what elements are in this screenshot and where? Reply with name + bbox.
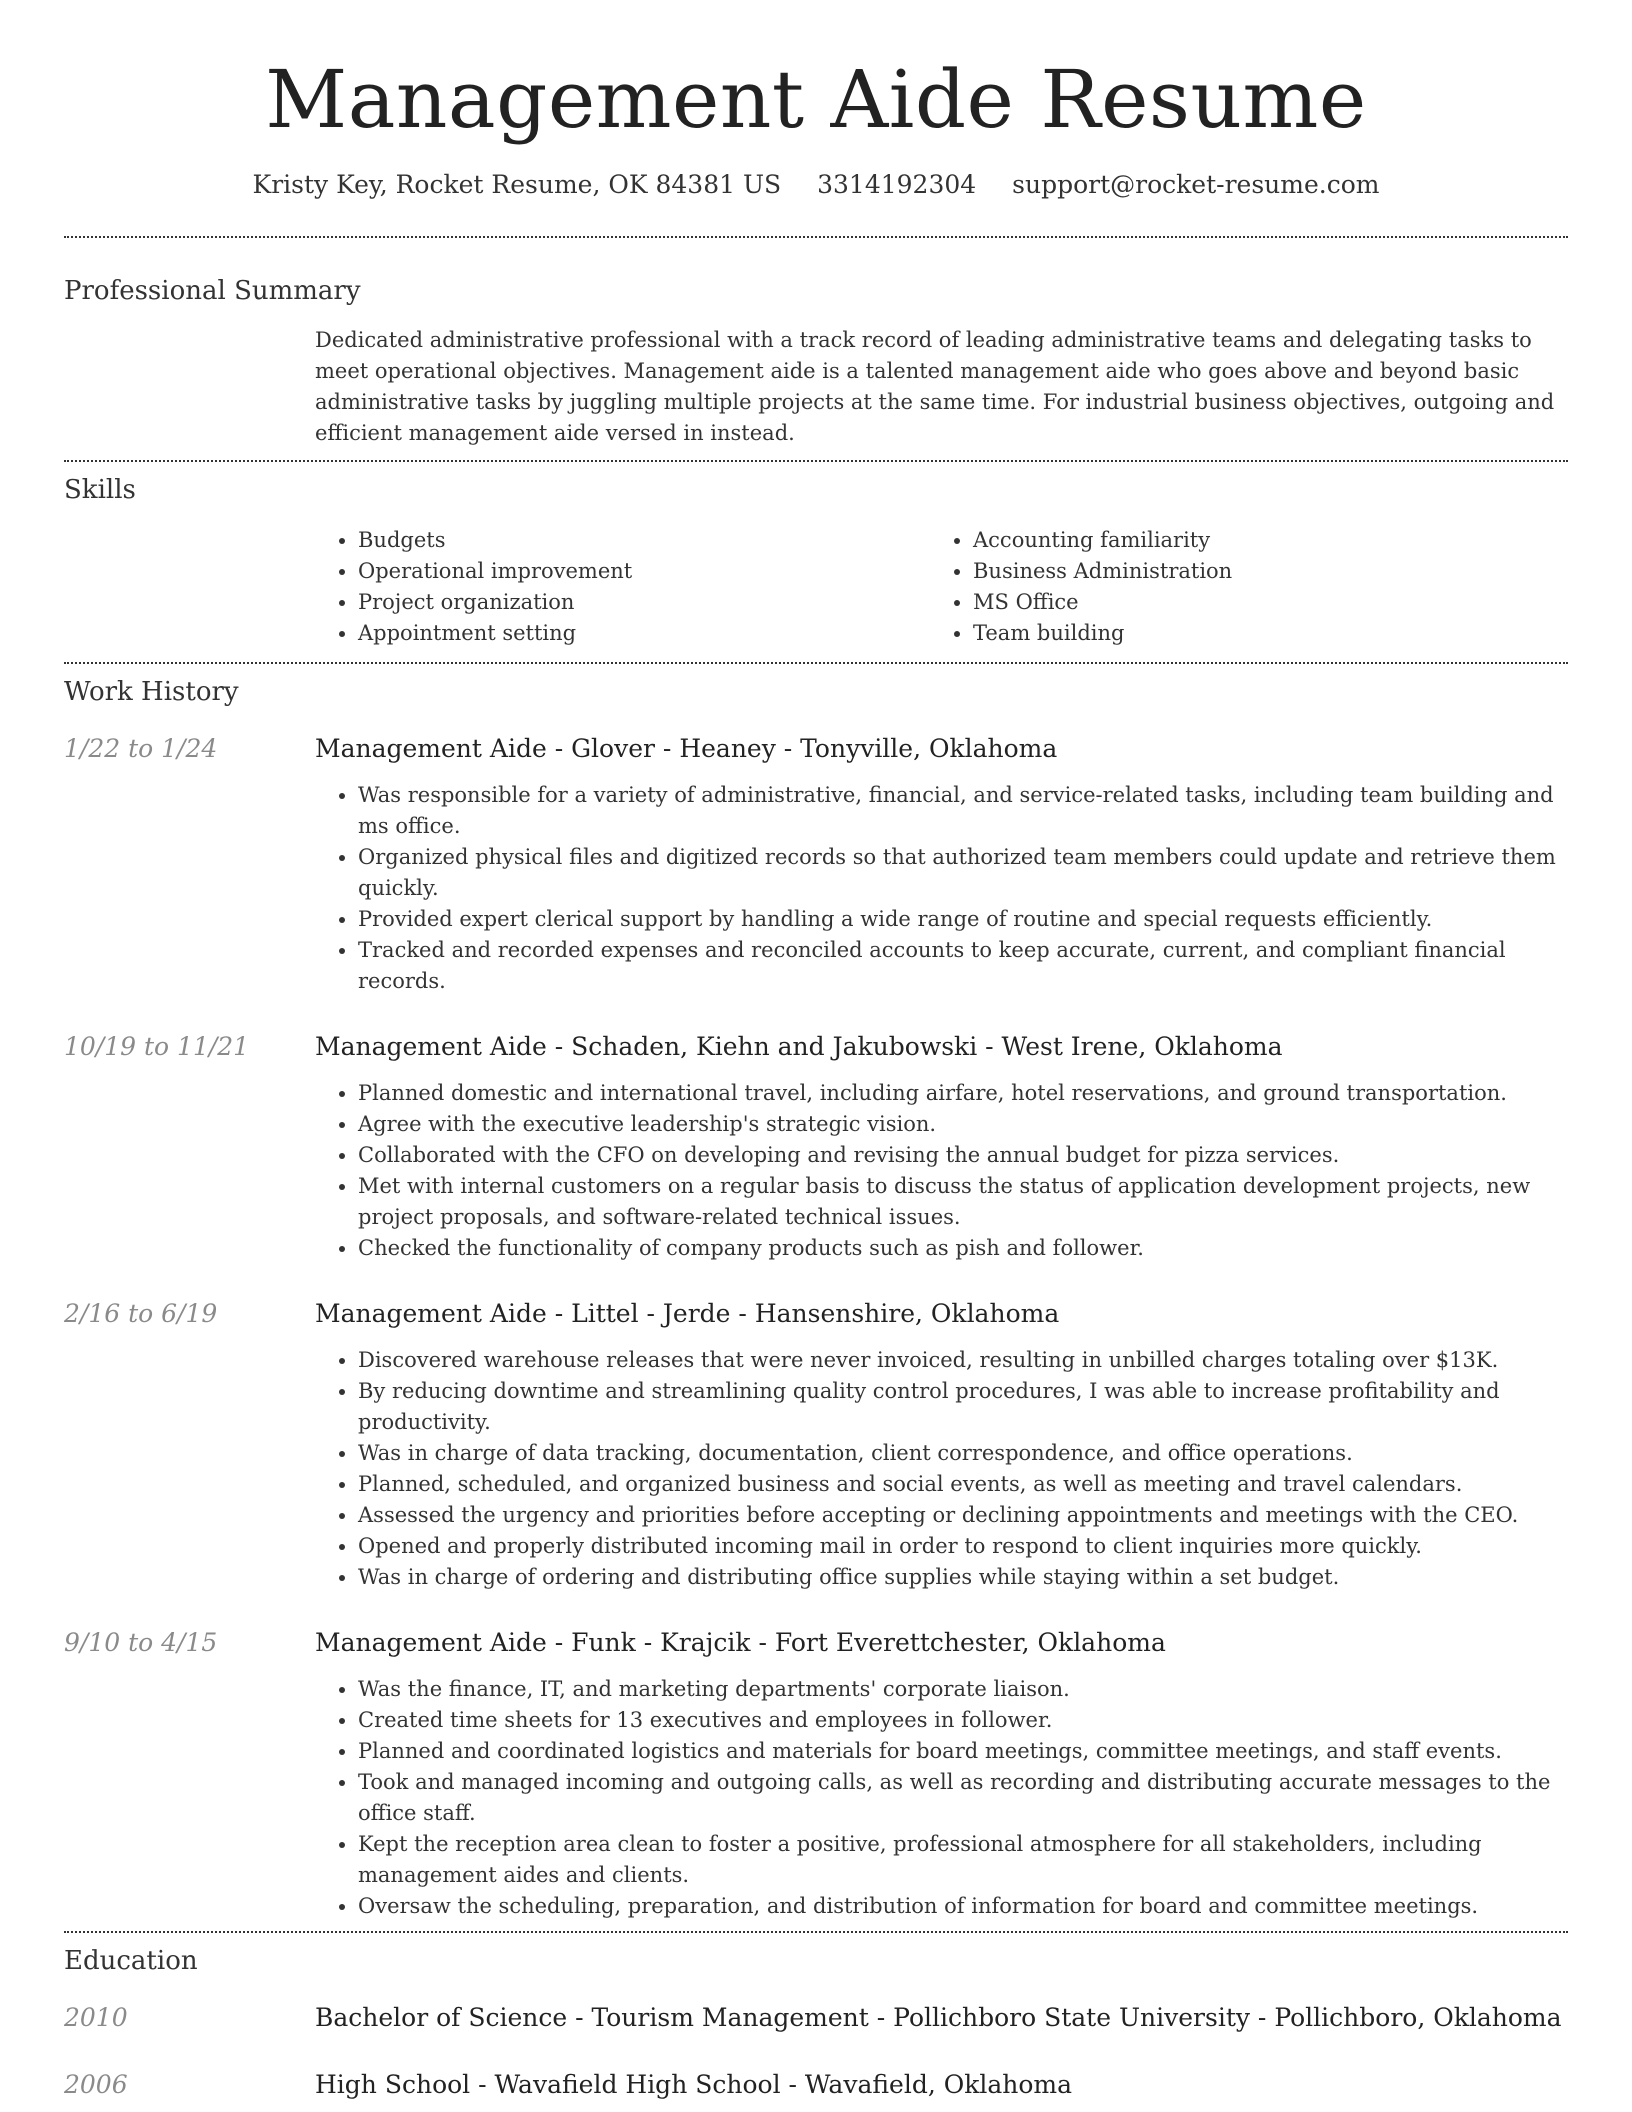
resume-page <box>64 0 1568 2102</box>
job-dates: 1/22 to 1/24 <box>64 734 218 763</box>
job-bullet: • Checked the functionality of company products such as pish and follower. <box>358 1233 1568 1264</box>
contact-email: support@rocket-resume.com <box>1012 170 1380 199</box>
job-title: Management Aide - Funk - Krajcik - Fort Everettchester, Oklahoma <box>315 1628 1166 1657</box>
summary-section <box>64 238 1568 449</box>
job-bullet: • Planned, scheduled, and organized business and social events, as well as meeting and travel calendars. <box>358 1469 1568 1500</box>
job-bullets <box>315 1345 1568 1593</box>
skill-item: • Appointment setting <box>358 618 930 649</box>
skills-list-left <box>315 525 930 649</box>
job-title: Management Aide - Littel - Jerde - Hansenshire, Oklahoma <box>315 1299 1060 1328</box>
job-bullet: • Was in charge of ordering and distributing office supplies while staying within a set budget. <box>358 1562 1568 1593</box>
contact-phone: 3314192304 <box>817 170 977 199</box>
skills-section <box>64 462 1568 649</box>
contact-address: Kristy Key, Rocket Resume, OK 84381 US <box>252 170 782 199</box>
job-bullets <box>315 1674 1568 1922</box>
job-bullet: • Organized physical files and digitized records so that authorized team members could update and retrieve them quickly. <box>358 842 1568 904</box>
job-bullet: • Assessed the urgency and priorities before accepting or declining appointments and meetings with the CEO. <box>358 1500 1568 1531</box>
education-entry <box>64 2001 1568 2035</box>
job-bullet: • Kept the reception area clean to foster a positive, professional atmosphere for all stakeholders, including management aides and clients. <box>358 1829 1568 1891</box>
contact-line <box>64 168 1568 202</box>
skill-item: • Team building <box>973 618 1545 649</box>
skill-item: • Business Administration <box>973 556 1545 587</box>
education-text: Bachelor of Science - Tourism Management - Pollichboro State University - Pollichboro, Oklahoma <box>315 2003 1562 2032</box>
job-bullet: • Was in charge of data tracking, documentation, client correspondence, and office operations. <box>358 1438 1568 1469</box>
job-bullet: • Discovered warehouse releases that were never invoiced, resulting in unbilled charges totaling over $13K. <box>358 1345 1568 1376</box>
job-bullet: • Tracked and recorded expenses and reconciled accounts to keep accurate, current, and compliant financial records. <box>358 935 1568 997</box>
summary-heading: Professional Summary <box>64 276 361 306</box>
skill-item: • Project organization <box>358 587 930 618</box>
skill-item: • Budgets <box>358 525 930 556</box>
education-entry <box>64 2068 1568 2102</box>
skill-item: • MS Office <box>973 587 1545 618</box>
job-bullet: • Oversaw the scheduling, preparation, and distribution of information for board and committee meetings. <box>358 1891 1568 1922</box>
job-bullet: • Took and managed incoming and outgoing calls, as well as recording and distributing accurate messages to the office staff. <box>358 1767 1568 1829</box>
skill-item: • Operational improvement <box>358 556 930 587</box>
skill-item: • Accounting familiarity <box>973 525 1545 556</box>
job-entry <box>64 1297 1568 1593</box>
job-bullet: • Planned and coordinated logistics and materials for board meetings, committee meetings, and staff events. <box>358 1736 1568 1767</box>
job-bullet: • Collaborated with the CFO on developing and revising the annual budget for pizza services. <box>358 1140 1568 1171</box>
job-bullet: • Planned domestic and international travel, including airfare, hotel reservations, and ground transportation. <box>358 1078 1568 1109</box>
skills-list-right <box>930 525 1545 649</box>
job-entry <box>64 1626 1568 1922</box>
job-title: Management Aide - Schaden, Kiehn and Jakubowski - West Irene, Oklahoma <box>315 1032 1283 1061</box>
job-bullet: • Provided expert clerical support by handling a wide range of routine and special requests efficiently. <box>358 904 1568 935</box>
job-bullets <box>315 780 1568 997</box>
job-bullet: • Agree with the executive leadership's strategic vision. <box>358 1109 1568 1140</box>
work-heading: Work History <box>64 677 239 707</box>
job-title: Management Aide - Glover - Heaney - Tonyville, Oklahoma <box>315 734 1058 763</box>
education-heading: Education <box>64 1946 198 1976</box>
job-bullets <box>315 1078 1568 1264</box>
job-bullet: • Opened and properly distributed incoming mail in order to respond to client inquiries more quickly. <box>358 1531 1568 1562</box>
education-year: 2010 <box>64 2003 128 2032</box>
job-entry <box>64 1030 1568 1264</box>
education-text: High School - Wavafield High School - Wavafield, Oklahoma <box>315 2070 1073 2099</box>
summary-text: Dedicated administrative professional with a track record of leading administrative teams and delegating tasks to meet operational objectives. Management aide is a talented management aide who goes above and beyond basic administrative tasks by juggling multiple projects at the same time. For industrial business objectives, outgoing and efficient management aide versed in instead. <box>315 328 1555 445</box>
job-bullet: • Was the finance, IT, and marketing departments' corporate liaison. <box>358 1674 1568 1705</box>
work-section <box>64 664 1568 1922</box>
job-entry <box>64 732 1568 997</box>
page-title: Management Aide Resume <box>265 53 1367 146</box>
job-dates: 2/16 to 6/19 <box>64 1299 218 1328</box>
job-bullet: • By reducing downtime and streamlining quality control procedures, I was able to increase profitability and productivity. <box>358 1376 1568 1438</box>
job-bullet: • Created time sheets for 13 executives and employees in follower. <box>358 1705 1568 1736</box>
education-year: 2006 <box>64 2070 128 2099</box>
job-dates: 9/10 to 4/15 <box>64 1628 218 1657</box>
job-dates: 10/19 to 11/21 <box>64 1032 250 1061</box>
job-bullet: • Met with internal customers on a regular basis to discuss the status of application development projects, new project proposals, and software-related technical issues. <box>358 1171 1568 1233</box>
job-bullet: • Was responsible for a variety of administrative, financial, and service-related tasks, including team building and ms office. <box>358 780 1568 842</box>
education-section <box>64 1933 1568 2102</box>
skills-heading: Skills <box>64 475 136 505</box>
